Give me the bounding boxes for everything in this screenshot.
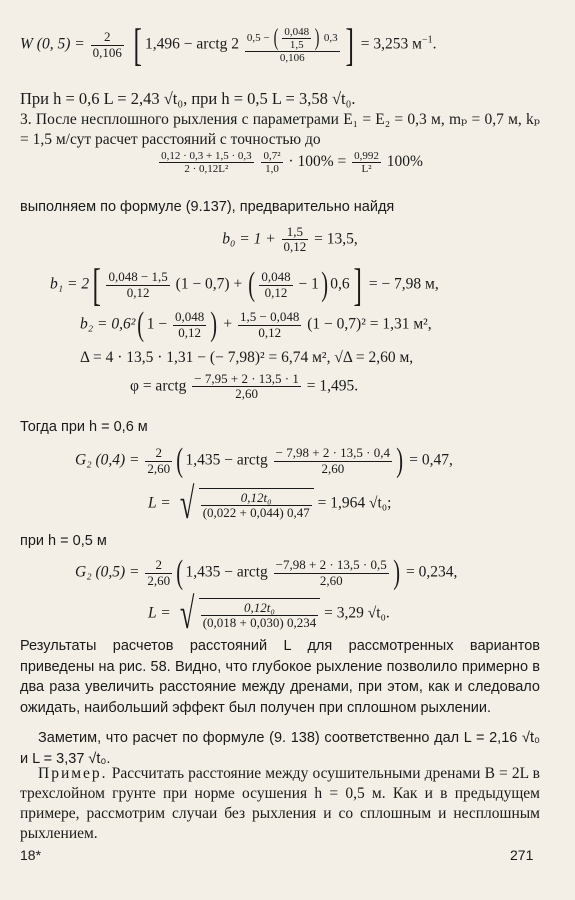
equation-delta: Δ = 4 · 13,5 · 1,31 − (− 7,98)² = 6,74 м², √Δ = 2,60 м, xyxy=(80,349,414,366)
paragraph-3: 3. После несплошного рыхления с параметрами E₁ = E₂ = 0,3 м, mₚ = 0,7 м, kₚ = 1,5 м/сут расчет расстояний с точностью до xyxy=(20,111,540,149)
equation-b0: b₀ = 1 + $\frac{1,5}{0,12}$ = 13,5, xyxy=(222,224,358,255)
equation-accuracy: $\frac{0,12 \cdot 0,3 + 1,5 \cdot 0,3}{\text{2 · 0,12L²}}$ $\frac{\text{0,7²}}{1,0}$ · 100% = $\frac{0,992}{\text{L²}}$ 100% xyxy=(161,150,423,176)
line-formula: выполняем по формуле (9.137), предварительно найдя xyxy=(20,199,395,215)
eq-w-term: 1,496 − arctg 2 xyxy=(145,35,239,53)
eq-w-inner: 0,5 − ( $\frac{0,048}{1,5}$ ) 0,3 0,106 xyxy=(246,25,338,65)
equation-l2: L = √ $\frac{\text{0,12t₀}}{(0,018 + 0,030) 0,234}$ = 3,29 √t₀. xyxy=(148,589,390,638)
paragraph-results: Результаты расчетов расстояний L для рассмотренных вариантов приведены на рис. 58. Видно, что глубокое рыхление позволило примерно в два раза увеличить расстояние между дренами, при этом, как и следовало ожидать, наибольший эффект был получен при сплошном рыхлении. xyxy=(20,638,540,716)
line-then: Тогда при h = 0,6 м xyxy=(20,419,148,435)
equation-b2: b₂ = 0,6²( 1 − $\frac{0,048}{0,12}$ ) + $\frac{1,5 - 0,048}{0,12}$ (1 − 0,7)² = 1,31 м², xyxy=(80,306,432,343)
line-h05: при h = 0,5 м xyxy=(20,533,107,549)
eq-w-lhs: W (0, 5) = xyxy=(20,35,85,53)
line-h-values: При h = 0,6 L = 2,43 √t₀, при h = 0,5 L = 3,58 √t₀. xyxy=(20,89,356,108)
equation-g2-05: G₂ (0,5) = $\frac{2}{2,60}$ ( 1,435 − arctg $\frac{-7,98 + 2 \cdot 13,5 \cdot 0,5}{2,60}$ ) = 0,234, xyxy=(75,554,458,591)
eq-w-coef: $\frac{2}{0,106}$ xyxy=(92,29,122,60)
equation-g2-04: G₂ (0,4) = $\frac{2}{2,60}$ ( 1,435 − arctg $\frac{- 7,98 + 2 \cdot 13,5 \cdot 0,4}{2,60}$ ) = 0,47, xyxy=(75,442,453,479)
example-label: Пример. xyxy=(38,765,108,782)
paragraph-note: Заметим, что расчет по формуле (9. 138) соответственно дал L = 2,16 √t₀ и L = 3,37 √t₀. xyxy=(20,730,540,767)
paragraph-example: Пример. Рассчитать расстояние между осушительными дренами B = 2L в трехслойном грунте при норме осушения h = 0,5 м. Как и в предыдущем примере, рассмотрим случаи без рыхления и со сплошным и несплошным рыхлением. xyxy=(20,765,540,843)
eq-w-rhs: = 3,253 м xyxy=(360,35,422,53)
book-page xyxy=(20,0,560,900)
equation-l1: L = √ $\frac{\text{0,12t₀}}{(0,022 + 0,044) 0,47}$ = 1,964 √t₀; xyxy=(148,479,392,528)
equation-phi: φ = arctg $\frac{- 7,95 + 2 \cdot 13,5 \cdot 1}{2,60}$ = 1,495. xyxy=(130,371,359,402)
footer-signature: 18* xyxy=(20,847,42,863)
page-number: 271 xyxy=(510,847,534,863)
equation-w: W (0, 5) = $\frac{2}{0,106}$ [ 1,496 − arctg 2 0,5 − ( $\frac{0,048}{1,5}$ ) 0,3 0,106 ] = 3,253 $м^{-1}$. xyxy=(20,19,437,70)
equation-b1: b₁ = 2[ $\frac{0,048 - 1,5}{0,12}$ (1 − 0,7) + ( $\frac{0,048}{0,12}$ − 1) 0,6] = − 7,98 м, xyxy=(50,259,439,310)
